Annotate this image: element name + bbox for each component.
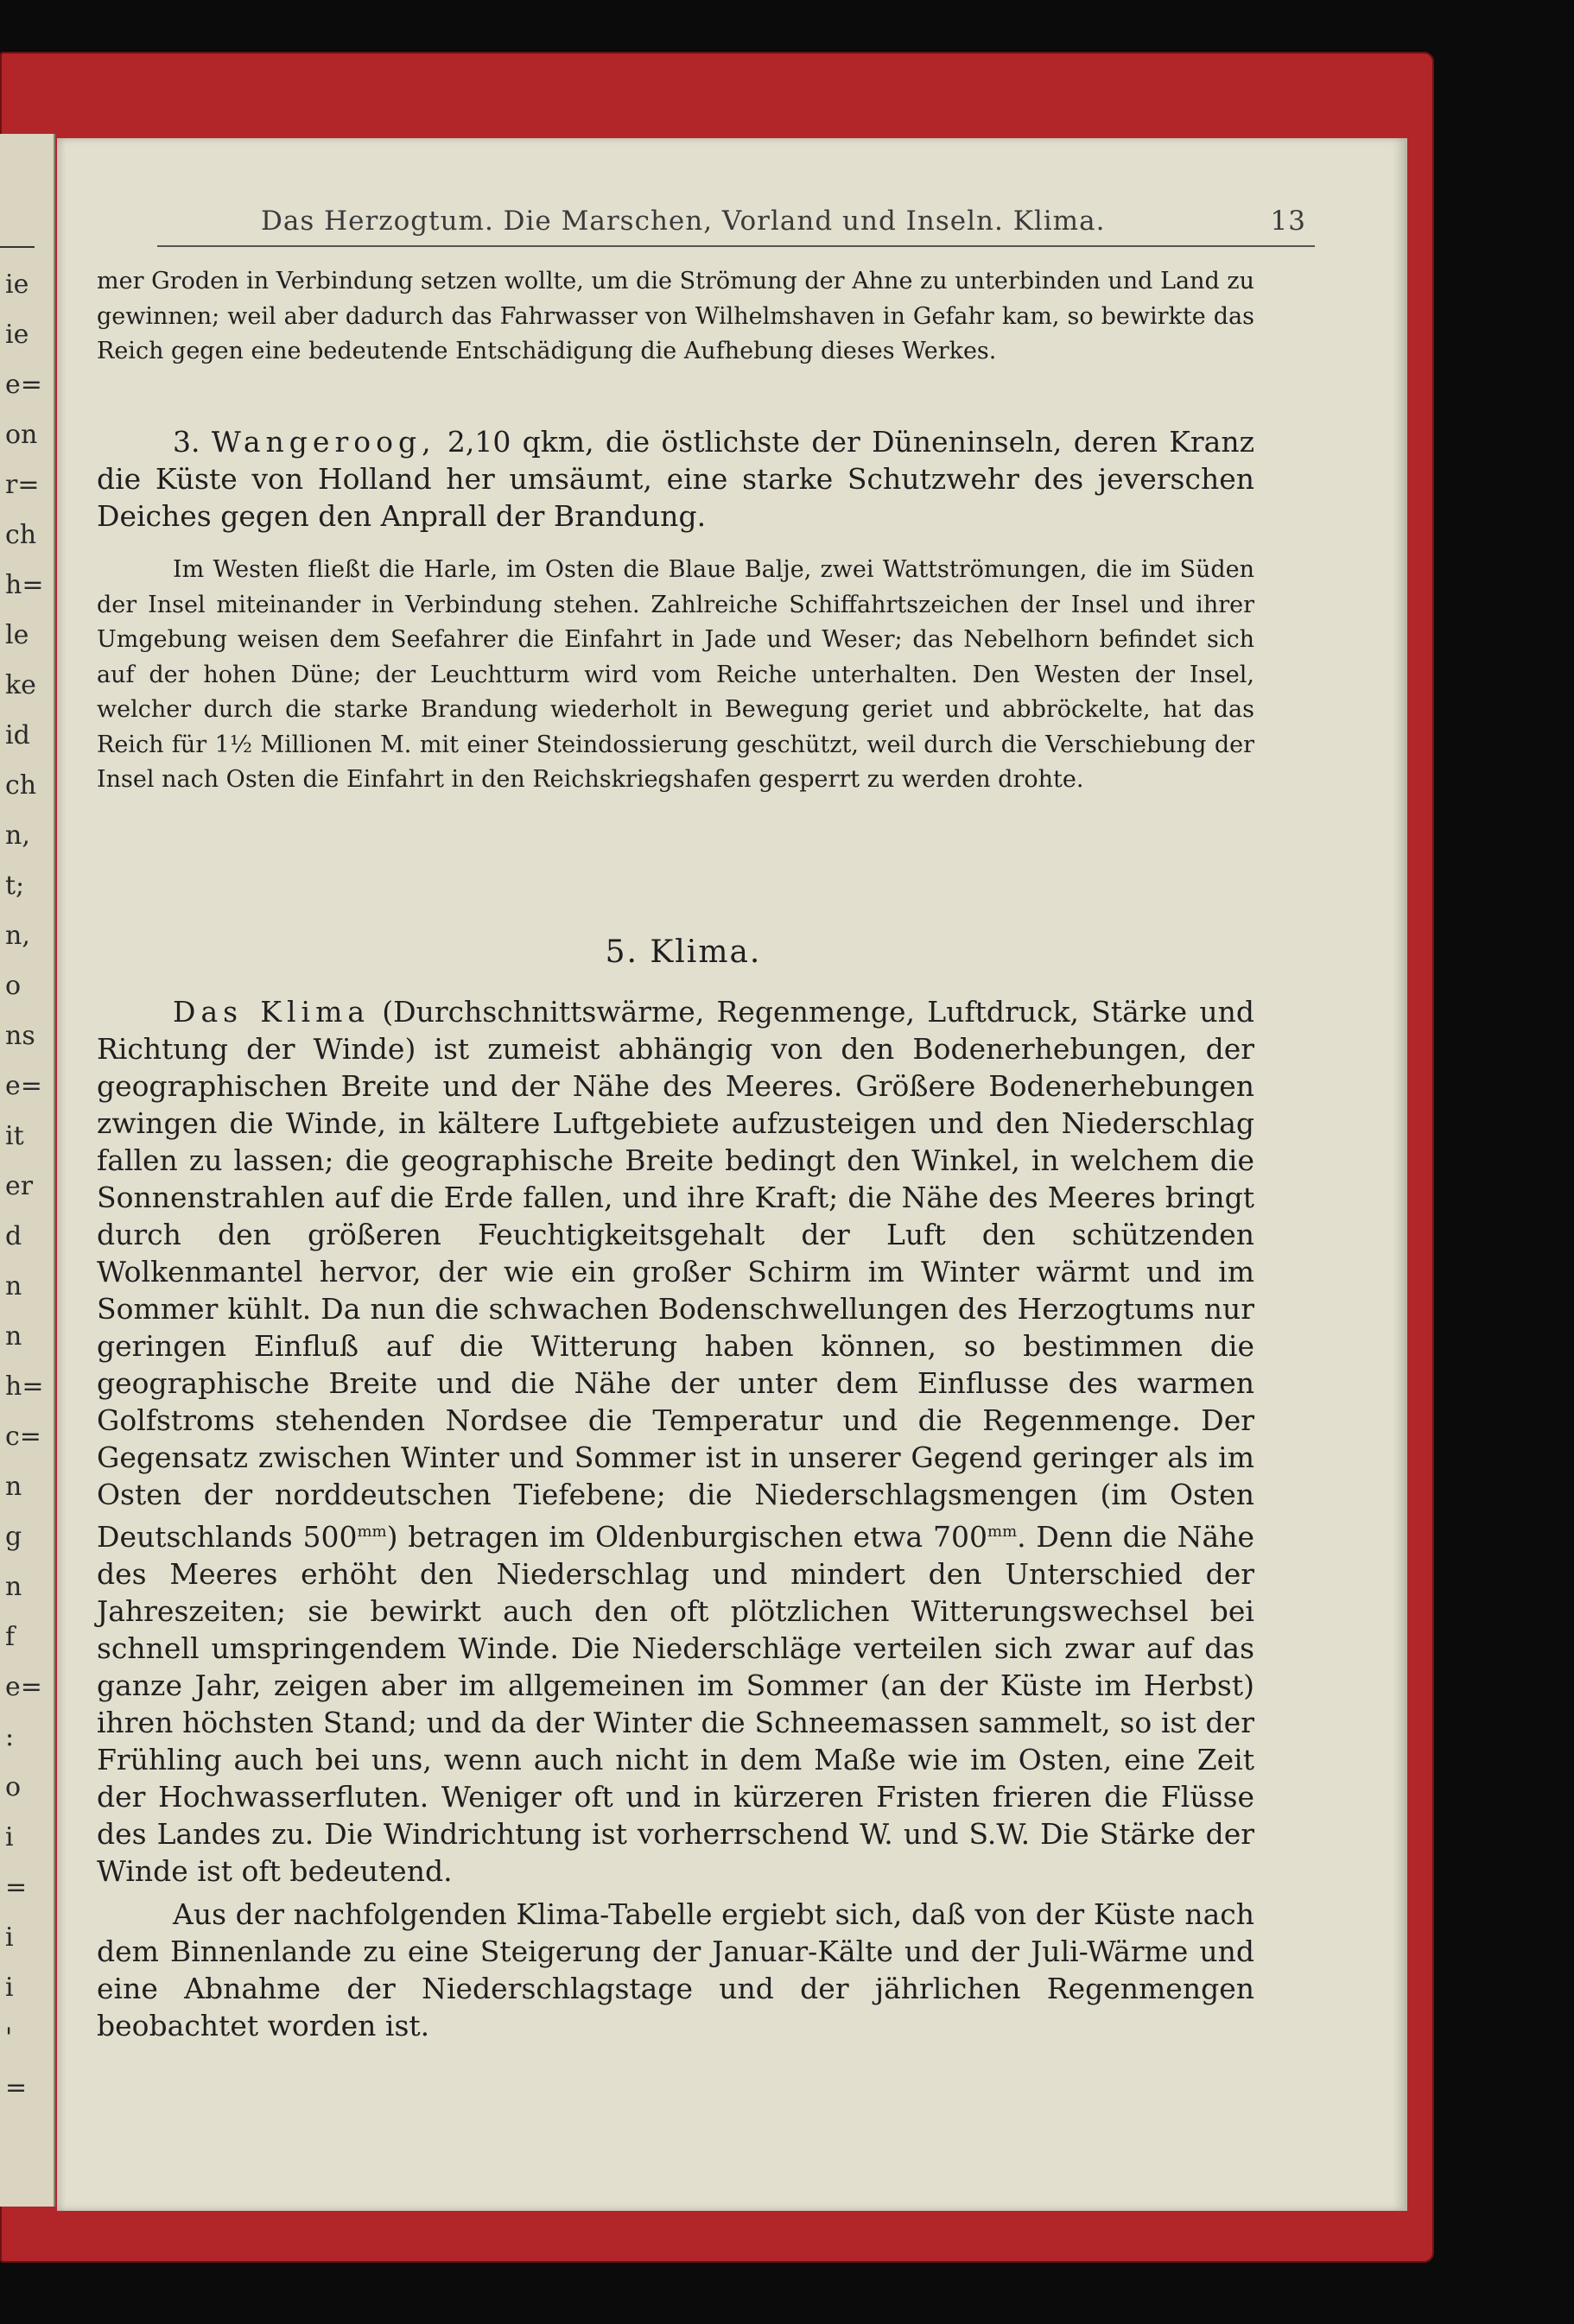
left-page-fragment: e= (5, 1672, 42, 1702)
paragraph-klima-tabelle (97, 1896, 1254, 2044)
left-page-fragment: d (5, 1221, 22, 1251)
paragraph-groden-text: mer Groden in Verbindung setzen wollte, um die Strömung der Ahne zu unterbinden und Land zu gewinnen; weil aber dadurch das Fahrwasser von Wilhelmshaven in Gefahr kam, so bewirkte das Reich gegen eine bedeutende Entschädigung die Aufhebung dieses Werkes. (97, 268, 1254, 364)
page-number: 13 (1270, 206, 1306, 237)
right-page (57, 138, 1407, 2211)
header-rule (157, 245, 1315, 247)
left-page-fragment: o (5, 971, 22, 1001)
left-page-fragment: : (5, 1722, 15, 1752)
wangeroog-text: 2,10 qkm, die östlichste der Düneninseln, deren Kranz die Küste von Holland her umsäumt, eine starke Schutzwehr des jeverschen Deiches gegen den Anprall der Brandung. (97, 425, 1254, 533)
paragraph-wangeroog (97, 423, 1254, 535)
left-page-fragment: i (5, 1822, 14, 1852)
left-page-fragment: ie (5, 269, 29, 300)
left-page-fragment: g (5, 1522, 22, 1552)
wangeroog-name: Wangeroog, (211, 425, 436, 459)
klima-lead: Das Klima (173, 995, 371, 1029)
left-page-fragment: ' (5, 2023, 13, 2053)
left-page-fragment: n (5, 1572, 22, 1602)
book-cover (0, 52, 1434, 2263)
left-page-fragment: n (5, 1472, 22, 1502)
left-page-fragment: it (5, 1121, 24, 1151)
left-page-fragment: ke (5, 670, 36, 700)
left-page-fragment: er (5, 1171, 34, 1201)
left-page-fragment: f (5, 1622, 16, 1652)
left-page-fragment: e= (5, 370, 42, 400)
left-page-fragment: n, (5, 921, 30, 951)
left-page-fragment: c= (5, 1422, 41, 1452)
unit-mm-1: mm (357, 1523, 387, 1541)
left-page-fragment: ie (5, 320, 29, 350)
left-page-fragment: h= (5, 1371, 44, 1402)
left-page-fragment: ch (5, 770, 37, 801)
klima-text-2: ) betragen im Oldenburgischen etwa 700 (386, 1520, 987, 1554)
wangeroog-number: 3. (173, 425, 200, 459)
klima-text-3: . Denn die Nähe des Meeres erhöht den Niederschlag und mindert den Unterschied der Jahreszeiten; sie bewirkt auch den oft plötzlichen Witterungswechsel bei schnell umspringendem Winde. Die Niederschläge verteilen sich zwar auf das ganze Jahr, zeigen aber im allgemeinen im Sommer (an der Küste im Herbst) ihren höchsten Stand; und da der Winter die Schneemassen sammelt, so ist der Frühling auch bei uns, wenn auch nicht in dem Maße wie im Osten, eine Zeit der Hochwasserfluten. Weniger oft und in kürzeren Fristen frieren die Flüsse des Landes zu. Die Windrichtung ist vorherrschend W. und S.W. Die Stärke der Winde ist oft bedeutend. (97, 1520, 1254, 1888)
left-page-fragment: ns (5, 1021, 35, 1051)
left-page-fragment: t; (5, 871, 25, 901)
wangeroog-detail-text: Im Westen fließt die Harle, im Osten die Blaue Balje, zwei Wattströmungen, die im Süden der Insel miteinander in Verbindung stehen. Zahlreiche Schiffahrtszeichen der Insel und ihrer Umgebung weisen dem Seefahrer die Einfahrt in Jade und Weser; das Nebelhorn befindet sich auf der hohen Düne; der Leuchtturm wird vom Reiche unterhalten. Den Westen der Insel, welcher durch die starke Brandung wiederholt in Bewegung geriet und abbröckelte, hat das Reich für 1½ Millionen M. mit einer Steindossierung geschützt, weil durch die Verschiebung der Insel nach Osten die Einfahrt in den Reichskriegshafen gesperrt zu werden drohte. (97, 556, 1254, 793)
left-page-fragment: n, (5, 820, 30, 851)
left-page-fragment: n (5, 1271, 22, 1301)
left-page-fragment: = (5, 1872, 28, 1903)
running-head (261, 206, 1306, 237)
paragraph-klima (97, 993, 1254, 1890)
left-page-fragment: i (5, 1922, 14, 1953)
left-page-fragment: le (5, 620, 29, 650)
left-page-fragment: id (5, 720, 30, 750)
left-page-fragment: i (5, 1973, 14, 2003)
left-page-fragment: n (5, 1321, 22, 1352)
klima-tabelle-text: Aus der nachfolgenden Klima-Tabelle ergiebt sich, daß von der Küste nach dem Binnenlande zu eine Steigerung der Januar-Kälte und der Juli-Wärme und eine Abnahme der Niederschlagstage und der jährlichen Regenmengen beobachtet worden ist. (97, 1897, 1254, 2042)
left-page-fragment: ch (5, 520, 37, 550)
paragraph-groden (97, 264, 1254, 370)
unit-mm-2: mm (987, 1523, 1018, 1541)
klima-text-1: (Durchschnittswärme, Regenmenge, Luftdruck, Stärke und Richtung der Winde) ist zumeist abhängig von den Bodenerhebungen, der geographischen Breite und der Nähe des Meeres. Größere Bodenerhebungen zwingen die Winde, in kältere Luftgebiete aufzusteigen und den Niederschlag fallen zu lassen; die geographische Breite bedingt den Winkel, in welchem die Sonnenstrahlen auf die Erde fallen, und ihre Kraft; die Nähe des Meeres bringt durch den größeren Feuchtigkeitsgehalt der Luft den schützenden Wolkenmantel hervor, der wie ein großer Schirm im Winter wärmt und im Sommer kühlt. Da nun die schwachen Bodenschwellungen des Herzogtums nur geringen Einfluß auf die Witterung haben können, so bestimmen die geographische Breite und die Nähe der unter dem Einflusse des warmen Golfstroms stehenden Nordsee die Temperatur und die Regenmenge. Der Gegensatz zwischen Winter und Sommer ist in unserer Gegend geringer als im Osten der norddeutschen Tiefebene; die Niederschlagsmengen (im Osten Deutschlands 500 (97, 995, 1254, 1554)
left-page-fragment: h= (5, 570, 44, 600)
left-page-fragment: o (5, 1772, 22, 1802)
paragraph-wangeroog-detail (97, 553, 1254, 798)
left-page-fragment: e= (5, 1071, 42, 1101)
section-title: 5. Klima. (605, 934, 762, 970)
left-page-fragment: r= (5, 470, 40, 500)
left-page-rule (0, 246, 35, 248)
left-page-fragment: on (5, 420, 38, 450)
running-head-title: Das Herzogtum. Die Marschen, Vorland und Inseln. Klima. (261, 206, 1106, 237)
left-page-fragment: = (5, 2073, 28, 2103)
left-page-edge (0, 134, 55, 2207)
